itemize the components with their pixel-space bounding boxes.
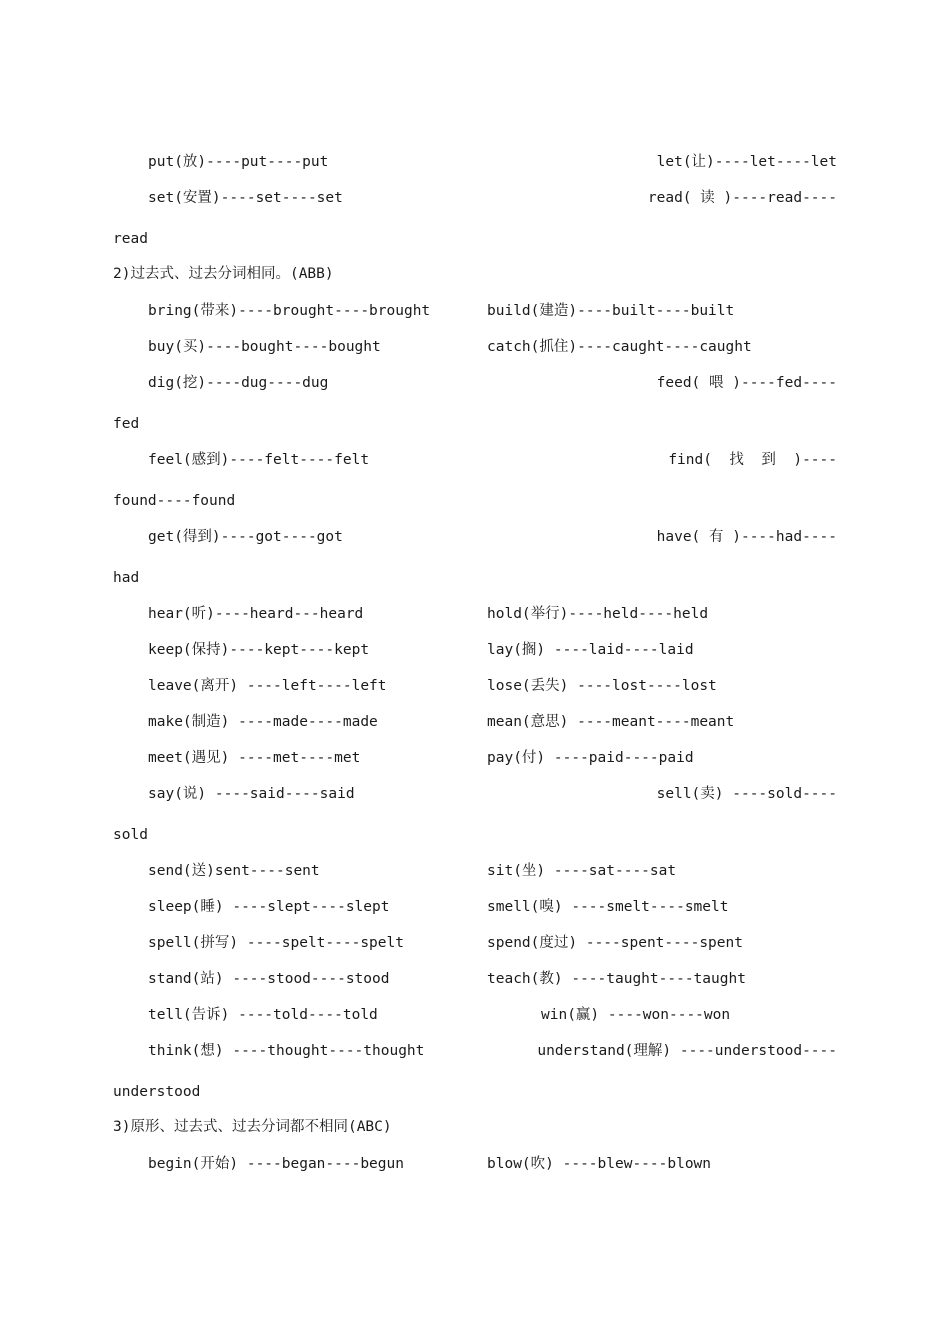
verb-entry: smell(嗅) ----smelt----smelt: [487, 899, 729, 915]
verb-entry: buy(买)----bought----bought: [148, 339, 381, 355]
verb-entry: leave(离开) ----left----left: [148, 678, 387, 694]
verb-entry: blow(吹) ----blew----blown: [487, 1156, 712, 1172]
verb-entry: have( 有 )----had----: [656, 529, 837, 545]
verb-entry: bring(带来)----brought----brought: [148, 303, 431, 319]
verb-entry: catch(抓住)----caught----caught: [487, 339, 752, 355]
wrapped-text: found----found: [113, 493, 236, 509]
verb-entry: sleep(睡) ----slept----slept: [148, 899, 390, 915]
section-heading: 2)过去式、过去分词相同。(ABB): [113, 266, 334, 282]
verb-entry: get(得到)----got----got: [148, 529, 343, 545]
verb-entry: think(想) ----thought----thought: [148, 1043, 425, 1059]
verb-entry: make(制造) ----made----made: [148, 714, 378, 730]
verb-entry: spend(度过) ----spent----spent: [487, 935, 743, 951]
verb-entry: lay(搁) ----laid----laid: [487, 642, 694, 658]
wrapped-text: read: [113, 231, 148, 247]
verb-entry: spell(拼写) ----spelt----spelt: [148, 935, 404, 951]
verb-entry: put(放)----put----put: [148, 154, 329, 170]
verb-entry: feed( 喂 )----fed----: [656, 375, 837, 391]
verb-entry: sell(卖) ----sold----: [656, 786, 837, 802]
verb-entry: set(安置)----set----set: [148, 190, 343, 206]
verb-entry: feel(感到)----felt----felt: [148, 452, 370, 468]
verb-entry: dig(挖)----dug----dug: [148, 375, 329, 391]
verb-entry: hear(听)----heard---heard: [148, 606, 364, 622]
verb-entry: begin(开始) ----began----begun: [148, 1156, 404, 1172]
verb-entry: send(送)sent----sent: [148, 863, 320, 879]
verb-entry: teach(教) ----taught----taught: [487, 971, 746, 987]
wrapped-text: had: [113, 570, 140, 586]
verb-entry: sit(坐) ----sat----sat: [487, 863, 677, 879]
verb-entry: lose(丢失) ----lost----lost: [487, 678, 717, 694]
verb-entry: meet(遇见) ----met----met: [148, 750, 361, 766]
verb-entry: stand(站) ----stood----stood: [148, 971, 390, 987]
verb-entry: pay(付) ----paid----paid: [487, 750, 694, 766]
verb-entry: understand(理解) ----understood----: [537, 1043, 837, 1059]
wrapped-text: understood: [113, 1084, 201, 1100]
verb-entry: let(让)----let----let: [656, 154, 837, 170]
verb-entry: build(建造)----built----built: [487, 303, 735, 319]
verb-entry: read( 读 )----read----: [647, 190, 837, 206]
verb-entry: say(说) ----said----said: [148, 786, 355, 802]
verb-entry: tell(告诉) ----told----told: [148, 1007, 378, 1023]
verb-entry: mean(意思) ----meant----meant: [487, 714, 735, 730]
section-heading: 3)原形、过去式、过去分词都不相同(ABC): [113, 1119, 392, 1135]
wrapped-text: fed: [113, 416, 140, 432]
wrapped-text: sold: [113, 827, 148, 843]
verb-entry: keep(保持)----kept----kept: [148, 642, 370, 658]
verb-entry: win(赢) ----won----won: [541, 1007, 731, 1023]
verb-entry: hold(举行)----held----held: [487, 606, 709, 622]
verb-entry: find( 找 到 )----: [668, 452, 837, 468]
